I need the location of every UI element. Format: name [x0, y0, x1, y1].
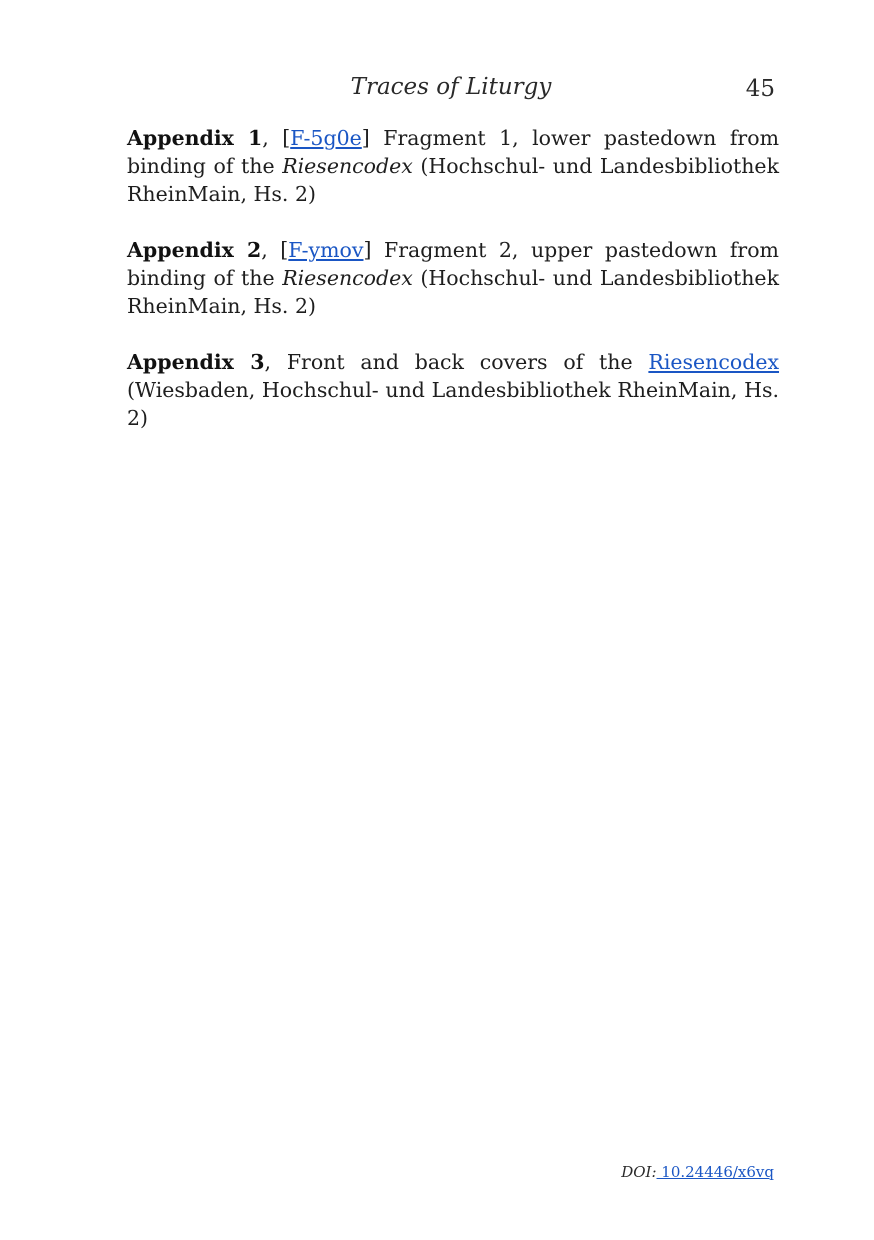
- appendix-3-holding: (Wiesbaden, Hochschul- und Landesbibliothek RheinMain, Hs. 2): [127, 378, 779, 430]
- appendix-1-holding: (Hochschul- und Landesbibliothek RheinMain, Hs. 2): [127, 154, 779, 206]
- page-number: 45: [745, 76, 775, 102]
- appendix-2-separator: , [: [261, 238, 289, 262]
- appendix-1-text: ] Fragment 1, lower pastedown from binding of the: [127, 126, 780, 178]
- appendix-list: [127, 124, 779, 460]
- appendix-3: [127, 348, 779, 432]
- appendix-1-heading: Appendix 1: [127, 126, 263, 150]
- appendix-3-heading: Appendix 3: [127, 350, 265, 374]
- appendix-1-fragment-link[interactable]: F-5g0e: [290, 126, 362, 150]
- appendix-2: [127, 236, 779, 320]
- appendix-2-heading: Appendix 2: [127, 238, 262, 262]
- appendix-3-text: , Front and back covers of the: [264, 350, 649, 374]
- appendix-1: [127, 124, 779, 208]
- appendix-2-holding: (Hochschul- und Landesbibliothek RheinMain, Hs. 2): [127, 266, 779, 318]
- appendix-1-codex-title: Riesencodex: [282, 154, 413, 178]
- doi-label: DOI:: [621, 1163, 657, 1181]
- appendix-2-fragment-link[interactable]: F-ymov: [288, 238, 364, 262]
- doi-link[interactable]: 10.24446/x6vq: [656, 1163, 774, 1181]
- running-head: [127, 72, 775, 102]
- running-title: Traces of Liturgy: [350, 74, 552, 100]
- doi-footer: [621, 1162, 774, 1182]
- appendix-1-separator: , [: [262, 126, 291, 150]
- appendix-2-codex-title: Riesencodex: [282, 266, 413, 290]
- appendix-2-text: ] Fragment 2, upper pastedown from binding of the: [127, 238, 779, 290]
- appendix-3-codex-link[interactable]: Riesencodex: [648, 350, 780, 374]
